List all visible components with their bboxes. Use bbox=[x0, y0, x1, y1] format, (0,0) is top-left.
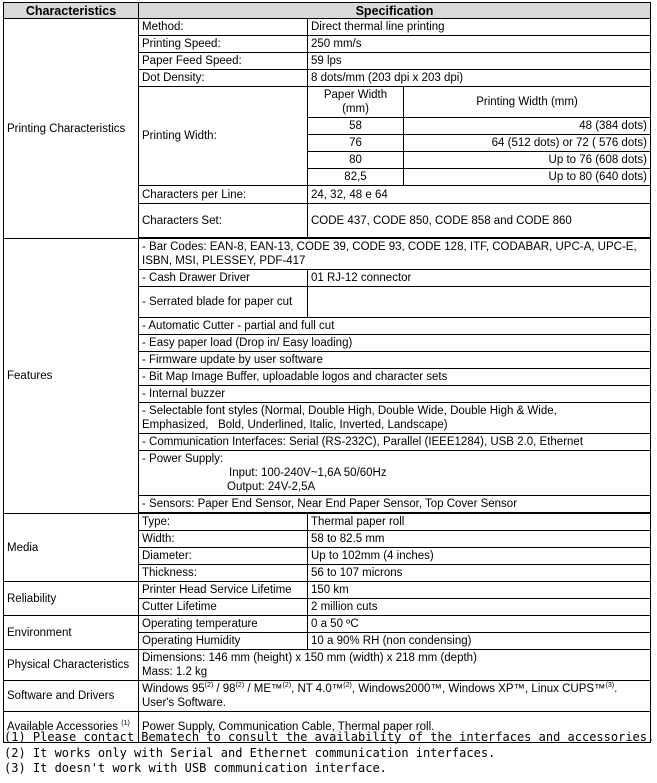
cutter-lifetime-value: 2 million cuts bbox=[308, 599, 651, 616]
paper-width-cell: 80 bbox=[308, 152, 404, 169]
feature-fonts bbox=[139, 403, 651, 434]
os-win95: Windows 95 bbox=[142, 683, 205, 695]
accessories-label: Available Accessories bbox=[7, 721, 119, 733]
media-type-label: Type: bbox=[139, 514, 308, 531]
footnote-ref-2: (2) bbox=[235, 682, 245, 689]
printing-width-label: Printing Width: bbox=[139, 87, 308, 186]
head-lifetime-label: Printer Head Service Lifetime bbox=[139, 582, 308, 599]
power-label: - Power Supply: bbox=[142, 453, 224, 465]
os-end: . bbox=[614, 683, 618, 695]
os-me: / ME™ bbox=[244, 683, 283, 695]
header-row bbox=[4, 3, 651, 19]
paper-width-cell: 58 bbox=[308, 118, 404, 135]
speed-label: Printing Speed: bbox=[139, 36, 308, 53]
feature-blade: - Serrated blade for paper cut bbox=[139, 287, 308, 318]
printing-width-cell: 48 (384 dots) bbox=[404, 118, 651, 135]
cpl-value: 24, 32, 48 e 64 bbox=[308, 186, 651, 204]
footnote: (3) It doesn't work with USB communication interface. bbox=[4, 761, 387, 775]
feature-cutter: - Automatic Cutter - partial and full cut bbox=[139, 318, 651, 335]
feature-interfaces: - Communication Interfaces: Serial (RS-232C), Parallel (IEEE1284), USB 2.0, Ethernet bbox=[139, 434, 651, 451]
feature-cash-drawer: - Cash Drawer Driver bbox=[139, 270, 308, 287]
temp-value: 0 a 50 ºC bbox=[308, 616, 651, 633]
density-label: Dot Density: bbox=[139, 70, 308, 87]
density-value: 8 dots/mm (203 dpi x 203 dpi) bbox=[308, 70, 651, 87]
head-lifetime-value: 150 km bbox=[308, 582, 651, 599]
feature-fonts-line1: - Selectable font styles (Normal, Double High, Double Wide, Double High & Wide, bbox=[142, 405, 557, 417]
printing-width-cell: Up to 80 (640 dots) bbox=[404, 169, 651, 186]
category-software: Software and Drivers bbox=[4, 681, 139, 712]
media-thickness-label: Thickness: bbox=[139, 565, 308, 582]
os-nt: , NT 4.0™ bbox=[291, 683, 344, 695]
feed-value: 59 lps bbox=[308, 53, 651, 70]
footnote-ref-2: (2) bbox=[343, 682, 352, 689]
power-output: Output: 24V-2,5A bbox=[227, 481, 316, 493]
dimensions: Dimensions: 146 mm (height) x 150 mm (width) x 218 mm (depth) bbox=[142, 652, 477, 664]
charset-value: CODE 437, CODE 850, CODE 858 and CODE 860 bbox=[308, 204, 651, 238]
media-thickness-value: 56 to 107 microns bbox=[308, 565, 651, 582]
humidity-value: 10 a 90% RH (non condensing) bbox=[308, 633, 651, 650]
category-printing: Printing Characteristics bbox=[4, 19, 139, 239]
method-value: Direct thermal line printing bbox=[308, 19, 651, 36]
paper-width-header: Paper Width (mm) bbox=[308, 87, 404, 118]
footnote: (2) It works only with Serial and Ethernet communication interfaces. bbox=[4, 745, 496, 760]
media-width-value: 58 to 82.5 mm bbox=[308, 531, 651, 548]
method-label: Method: bbox=[139, 19, 308, 36]
footnote-ref-3: (3) bbox=[605, 682, 615, 689]
category-media: Media bbox=[4, 514, 139, 582]
feature-firmware: - Firmware update by user software bbox=[139, 352, 651, 369]
feature-cash-drawer-value: 01 RJ-12 connector bbox=[308, 270, 651, 287]
printing-width-cell: 64 (512 dots) or 72 ( 576 dots) bbox=[404, 135, 651, 152]
category-environment: Environment bbox=[4, 616, 139, 650]
media-type-value: Thermal paper roll bbox=[308, 514, 651, 531]
speed-value: 250 mm/s bbox=[308, 36, 651, 53]
printing-width-cell: Up to 76 (608 dots) bbox=[404, 152, 651, 169]
accessories-value: Power Supply, Communication Cable, Thermal paper roll. bbox=[139, 712, 651, 743]
paper-width-cell: 82,5 bbox=[308, 169, 404, 186]
os-rest: , Windows2000™, Windows XP™, Linux CUPS™ bbox=[351, 683, 606, 695]
feature-power bbox=[139, 451, 651, 496]
paper-width-cell: 76 bbox=[308, 135, 404, 152]
category-physical: Physical Characteristics bbox=[4, 650, 139, 681]
footnote-ref-2: (2) bbox=[204, 682, 214, 689]
spec-table bbox=[3, 2, 651, 743]
header-specification: Specification bbox=[139, 3, 651, 19]
temp-label: Operating temperature bbox=[139, 616, 308, 633]
footnotes bbox=[4, 730, 654, 777]
footnote-ref-2: (2) bbox=[282, 682, 292, 689]
feature-paper-load: - Easy paper load (Drop in/ Easy loading) bbox=[139, 335, 651, 352]
category-features: Features bbox=[4, 239, 139, 514]
media-width-label: Width: bbox=[139, 531, 308, 548]
humidity-label: Operating Humidity bbox=[139, 633, 308, 650]
software-values bbox=[139, 681, 651, 712]
user-software: User's Software. bbox=[142, 697, 226, 709]
feature-fonts-line2: Emphasized, Bold, Underlined, Italic, Inverted, Landscape) bbox=[142, 419, 448, 431]
os-win98: / 98 bbox=[213, 683, 236, 695]
footnote-ref-1: (1) bbox=[121, 720, 130, 727]
feature-blade-empty bbox=[308, 287, 651, 318]
media-diameter-value: Up to 102mm (4 inches) bbox=[308, 548, 651, 565]
feature-sensors: - Sensors: Paper End Sensor, Near End Paper Sensor, Top Cover Sensor bbox=[139, 496, 651, 513]
printing-width-header: Printing Width (mm) bbox=[404, 87, 651, 118]
feature-barcodes: - Bar Codes: EAN-8, EAN-13, CODE 39, CODE 93, CODE 128, ITF, CODABAR, UPC-A, UPC-E, ISBN, MSI, PLESSEY, PDF-417 bbox=[139, 239, 651, 270]
cpl-label: Characters per Line: bbox=[139, 186, 308, 204]
cutter-lifetime-label: Cutter Lifetime bbox=[139, 599, 308, 616]
feature-bitmap: - Bit Map Image Buffer, uploadable logos and character sets bbox=[139, 369, 651, 386]
category-reliability: Reliability bbox=[4, 582, 139, 616]
feed-label: Paper Feed Speed: bbox=[139, 53, 308, 70]
media-diameter-label: Diameter: bbox=[139, 548, 308, 565]
header-characteristics: Characteristics bbox=[4, 3, 139, 19]
mass: Mass: 1.2 kg bbox=[142, 666, 208, 678]
footnote: (1) Please contact Bematech to consult the availability of the interfaces and accessories. bbox=[4, 730, 655, 744]
charset-label: Characters Set: bbox=[139, 204, 308, 238]
power-input: Input: 100-240V~1,6A 50/60Hz bbox=[229, 467, 387, 479]
feature-buzzer: - Internal buzzer bbox=[139, 386, 651, 403]
physical-values bbox=[139, 650, 651, 681]
